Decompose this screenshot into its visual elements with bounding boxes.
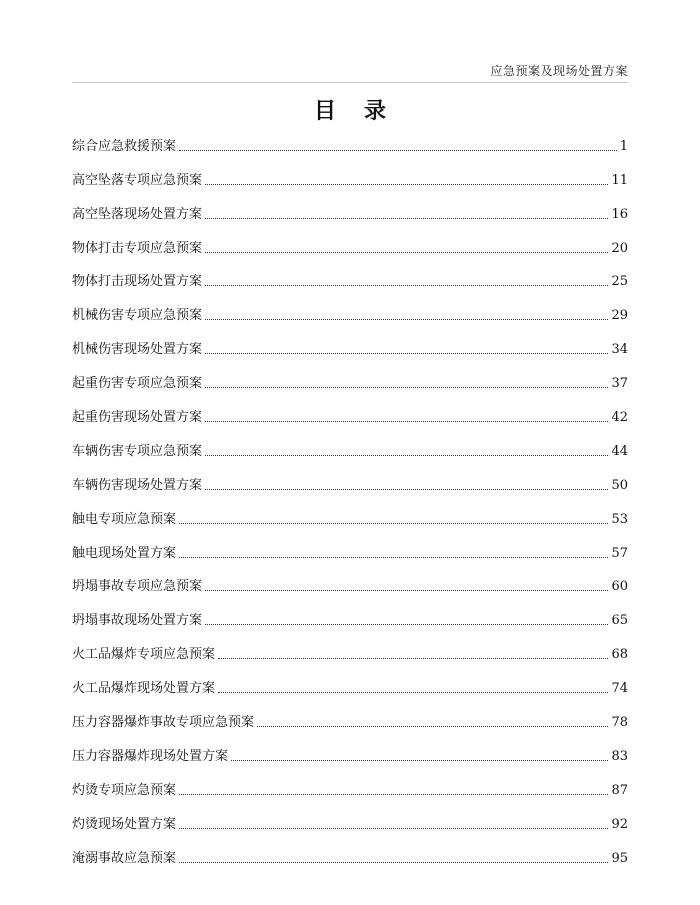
toc-entry-label[interactable]: 综合应急救援预案 — [72, 138, 177, 154]
toc-page-number[interactable]: 68 — [611, 647, 628, 663]
toc-entry-label[interactable]: 物体打击专项应急预案 — [72, 240, 203, 256]
toc-list — [72, 126, 628, 872]
toc-entry-label[interactable]: 灼烫专项应急预案 — [72, 782, 177, 798]
toc-page-number[interactable]: 44 — [611, 443, 628, 459]
toc-entry[interactable] — [72, 465, 628, 499]
header-rule — [72, 82, 628, 83]
toc-entry[interactable] — [72, 702, 628, 736]
toc-entry[interactable] — [72, 228, 628, 262]
toc-page-number[interactable]: 11 — [611, 172, 628, 188]
toc-entry[interactable] — [72, 600, 628, 634]
toc-page-number[interactable]: 42 — [611, 410, 628, 426]
toc-entry[interactable] — [72, 770, 628, 804]
toc-leader-dots — [179, 862, 608, 863]
toc-entry[interactable] — [72, 804, 628, 838]
toc-leader-dots — [179, 150, 617, 151]
toc-entry-label[interactable]: 坍塌事故现场处置方案 — [72, 613, 203, 629]
toc-leader-dots — [218, 692, 608, 693]
toc-page-number[interactable]: 1 — [619, 138, 628, 154]
toc-entry-label[interactable]: 灼烫现场处置方案 — [72, 816, 177, 832]
toc-title — [0, 94, 700, 125]
toc-entry-label[interactable]: 触电专项应急预案 — [72, 511, 177, 527]
toc-entry-label[interactable]: 火工品爆炸专项应急预案 — [72, 647, 216, 663]
toc-entry[interactable] — [72, 634, 628, 668]
toc-entry-label[interactable]: 火工品爆炸现场处置方案 — [72, 681, 216, 697]
toc-leader-dots — [205, 353, 608, 354]
toc-leader-dots — [205, 624, 608, 625]
toc-leader-dots — [205, 590, 608, 591]
toc-entry-label[interactable]: 压力容器爆炸事故专项应急预案 — [72, 715, 255, 731]
toc-entry[interactable] — [72, 329, 628, 363]
toc-leader-dots — [179, 557, 608, 558]
toc-entry-label[interactable]: 高空坠落现场处置方案 — [72, 206, 203, 222]
toc-leader-dots — [205, 252, 608, 253]
toc-entry[interactable] — [72, 431, 628, 465]
toc-entry-label[interactable]: 车辆伤害专项应急预案 — [72, 443, 203, 459]
toc-entry-label[interactable]: 物体打击现场处置方案 — [72, 274, 203, 290]
toc-leader-dots — [218, 658, 608, 659]
toc-entry-label[interactable]: 起重伤害现场处置方案 — [72, 410, 203, 426]
toc-entry-label[interactable]: 触电现场处置方案 — [72, 545, 177, 561]
toc-page-number[interactable]: 53 — [611, 511, 628, 527]
toc-page-number[interactable]: 83 — [611, 748, 628, 764]
toc-entry[interactable] — [72, 160, 628, 194]
toc-entry-label[interactable]: 淹溺事故应急预案 — [72, 850, 177, 866]
toc-entry[interactable] — [72, 499, 628, 533]
toc-page-number[interactable]: 37 — [611, 376, 628, 392]
toc-page-number[interactable]: 20 — [611, 240, 628, 256]
toc-page-number[interactable]: 95 — [611, 850, 628, 866]
toc-leader-dots — [205, 319, 608, 320]
toc-leader-dots — [179, 828, 608, 829]
toc-leader-dots — [205, 387, 608, 388]
toc-entry[interactable] — [72, 194, 628, 228]
toc-entry-label[interactable]: 车辆伤害现场处置方案 — [72, 477, 203, 493]
toc-title-char-1: 目 — [313, 99, 336, 124]
toc-page-number[interactable]: 50 — [611, 477, 628, 493]
toc-entry-label[interactable]: 机械伤害专项应急预案 — [72, 308, 203, 324]
toc-leader-dots — [205, 455, 608, 456]
toc-entry-label[interactable]: 压力容器爆炸现场处置方案 — [72, 748, 229, 764]
toc-entry[interactable] — [72, 397, 628, 431]
toc-page-number[interactable]: 78 — [611, 715, 628, 731]
toc-entry[interactable] — [72, 295, 628, 329]
toc-leader-dots — [257, 726, 608, 727]
toc-entry-label[interactable]: 起重伤害专项应急预案 — [72, 376, 203, 392]
toc-page-number[interactable]: 92 — [611, 816, 628, 832]
toc-leader-dots — [231, 760, 608, 761]
toc-entry[interactable] — [72, 668, 628, 702]
toc-leader-dots — [179, 794, 608, 795]
toc-entry[interactable] — [72, 567, 628, 601]
toc-leader-dots — [205, 218, 608, 219]
toc-entry[interactable] — [72, 736, 628, 770]
toc-leader-dots — [205, 421, 608, 422]
running-header: 应急预案及现场处置方案 — [490, 64, 628, 78]
toc-entry-label[interactable]: 坍塌事故专项应急预案 — [72, 579, 203, 595]
toc-leader-dots — [205, 184, 608, 185]
toc-page-number[interactable]: 57 — [611, 545, 628, 561]
toc-entry[interactable] — [72, 262, 628, 296]
toc-entry[interactable] — [72, 838, 628, 872]
toc-title-char-2: 录 — [364, 99, 387, 124]
toc-leader-dots — [205, 285, 608, 286]
toc-page-number[interactable]: 87 — [611, 782, 628, 798]
toc-leader-dots — [205, 489, 608, 490]
toc-page-number[interactable]: 65 — [611, 613, 628, 629]
toc-page-number[interactable]: 74 — [611, 681, 628, 697]
toc-page-number[interactable]: 25 — [611, 274, 628, 290]
toc-page-number[interactable]: 16 — [611, 206, 628, 222]
toc-entry[interactable] — [72, 363, 628, 397]
toc-page-number[interactable]: 60 — [611, 579, 628, 595]
toc-page-number[interactable]: 29 — [611, 308, 628, 324]
toc-entry[interactable] — [72, 533, 628, 567]
toc-leader-dots — [179, 523, 608, 524]
toc-entry-label[interactable]: 高空坠落专项应急预案 — [72, 172, 203, 188]
toc-page-number[interactable]: 34 — [611, 342, 628, 358]
toc-entry[interactable] — [72, 126, 628, 160]
toc-entry-label[interactable]: 机械伤害现场处置方案 — [72, 342, 203, 358]
